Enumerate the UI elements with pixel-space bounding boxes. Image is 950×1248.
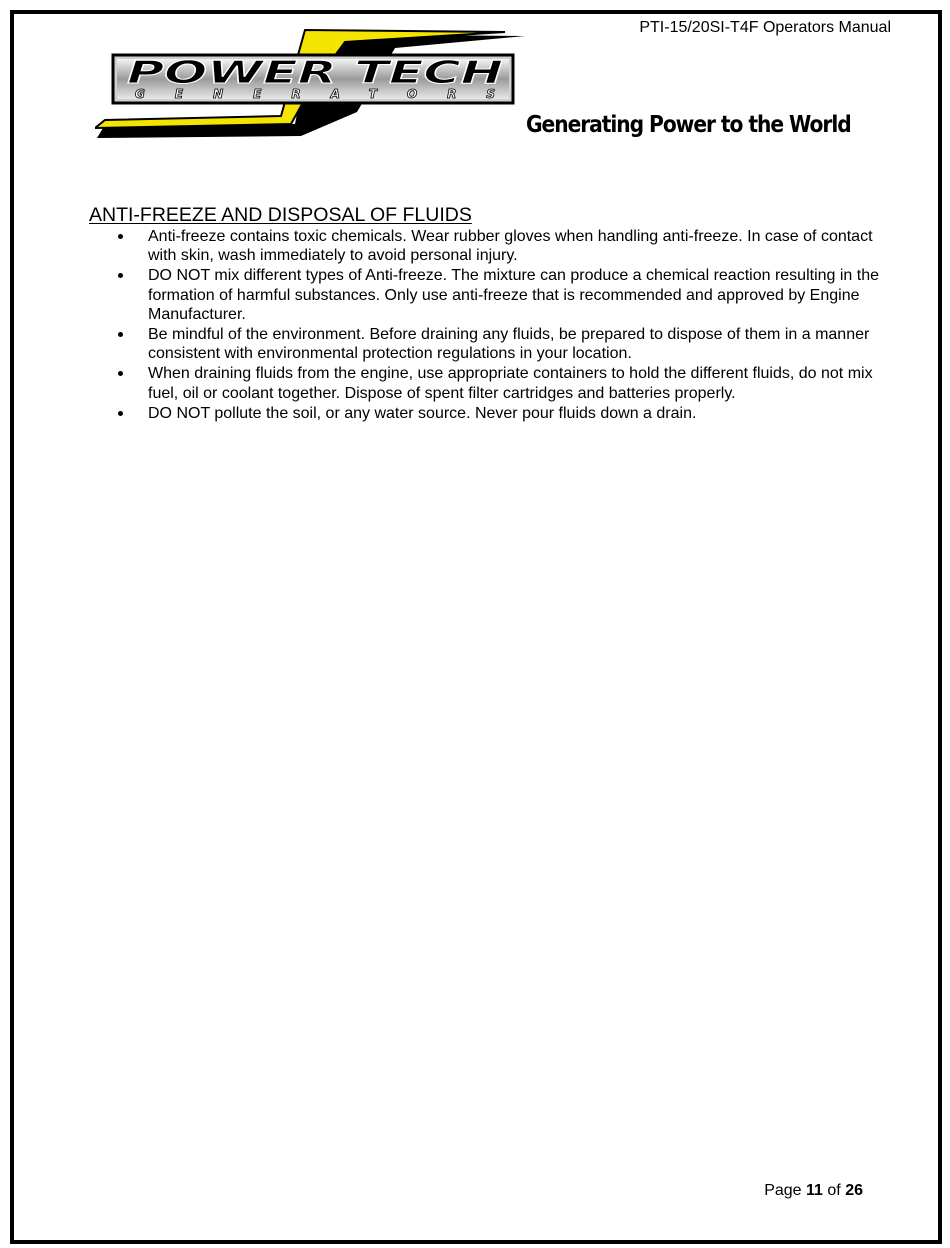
list-item: [89, 364, 879, 402]
section-heading: ANTI-FREEZE AND DISPOSAL OF FLUIDS: [89, 204, 472, 226]
list-item: [89, 266, 879, 324]
of-label: of: [827, 1182, 841, 1199]
list-item: [89, 227, 879, 265]
manual-title: PTI-15/20SI-T4F Operators Manual: [639, 19, 891, 36]
list-item: [89, 404, 879, 423]
anti-freeze-section: [89, 204, 879, 424]
list-item-text: When draining fluids from the engine, use appropriate containers to hold the different fluids, do not mix fuel, oil or coolant together. Dispose of spent filter cartridges and batteries properly.: [148, 365, 873, 402]
bullet-icon: [118, 332, 123, 337]
bullet-list: [89, 227, 879, 423]
tagline: Generating Power to the World: [526, 112, 851, 138]
power-tech-logo: [95, 28, 527, 140]
total-pages: 26: [845, 1182, 863, 1199]
page-label: Page: [764, 1182, 802, 1199]
bullet-icon: [118, 411, 123, 416]
list-item: [89, 325, 879, 363]
page-border: [10, 10, 942, 1244]
list-item-text: Be mindful of the environment. Before draining any fluids, be prepared to dispose of them in a manner consistent with environmental protection regulations in your location.: [148, 326, 870, 363]
list-item-text: Anti-freeze contains toxic chemicals. Wear rubber gloves when handling anti-freeze. In case of contact with skin, wash immediately to avoid personal injury.: [148, 228, 873, 265]
list-item-text: DO NOT mix different types of Anti-freeze. The mixture can produce a chemical reaction resulting in the formation of harmful substances. Only use anti-freeze that is recommended and approved by Engine Manufacturer.: [148, 267, 880, 323]
list-item-text: DO NOT pollute the soil, or any water source. Never pour fluids down a drain.: [148, 404, 697, 422]
page-number: [764, 1182, 863, 1200]
current-page: 11: [806, 1182, 823, 1199]
logo-text-generators: GENERATORS: [135, 87, 495, 101]
logo-text-power-tech: POWER TECH: [127, 55, 504, 91]
bullet-icon: [118, 371, 123, 376]
bullet-icon: [118, 273, 123, 278]
bullet-icon: [118, 234, 123, 239]
